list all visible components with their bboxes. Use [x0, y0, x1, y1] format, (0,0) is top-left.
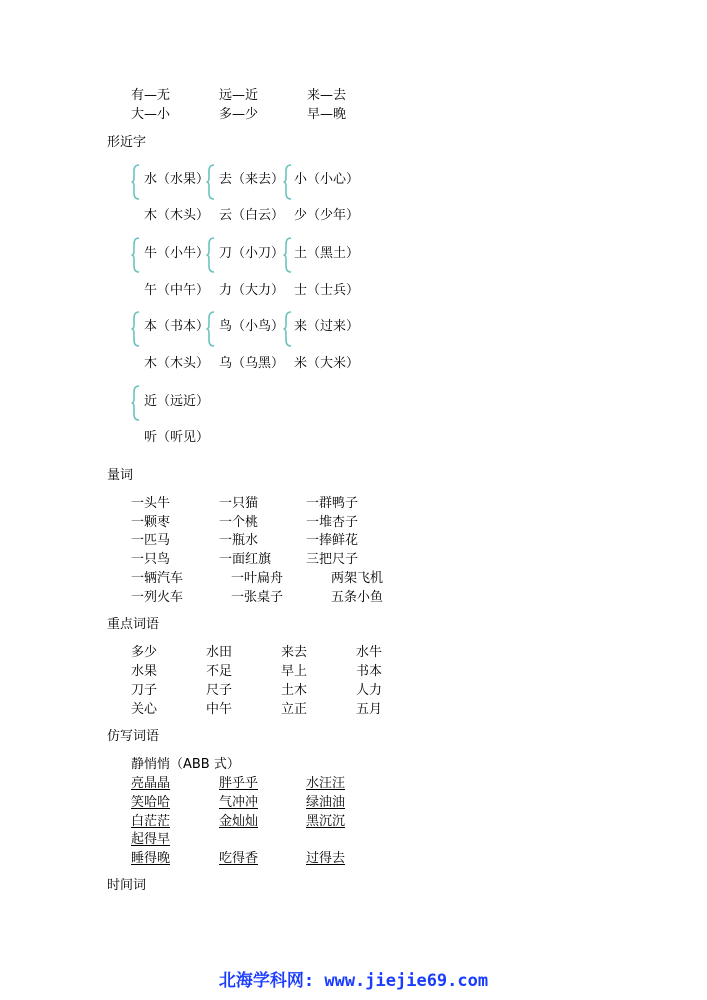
char-pair-bottom: 乌（乌黑） [219, 356, 285, 371]
imitation-word: 白茫茫 [131, 814, 171, 829]
char-pair-bottom: 听（听见） [144, 430, 210, 445]
char-pair-top: 来（过来） [294, 319, 360, 334]
imitation-word: 过得去 [306, 851, 346, 866]
key-word: 关心 [131, 702, 158, 717]
measure-word: 一捧鲜花 [306, 533, 359, 548]
footer-watermark: 北海学科网: www.jiejie69.com [218, 971, 489, 991]
key-word: 来去 [281, 645, 308, 660]
brace-icon [206, 164, 215, 200]
brace-icon [131, 311, 140, 347]
imitation-word: 绿油油 [306, 795, 346, 810]
key-word: 书本 [356, 664, 383, 679]
key-word: 水果 [131, 664, 158, 679]
section-title-liangci: 量词 [107, 468, 134, 483]
imitation-word: 起得早 [131, 832, 171, 847]
imitation-word: 水汪汪 [306, 776, 346, 791]
char-pair-bottom: 力（大力） [219, 283, 285, 298]
brace-icon [131, 237, 140, 273]
key-word: 五月 [356, 702, 383, 717]
imitation-word: 气冲冲 [219, 795, 259, 810]
section-title-zhongdian: 重点词语 [107, 617, 160, 632]
brace-icon [283, 311, 292, 347]
key-word: 多少 [131, 645, 158, 660]
antonym-item: 有—无 [131, 88, 171, 103]
imitation-word: 吃得香 [219, 851, 259, 866]
char-pair-top: 本（书本） [144, 319, 210, 334]
key-word: 早上 [281, 664, 308, 679]
antonym-item: 大—小 [131, 107, 171, 122]
char-pair-bottom: 木（木头） [144, 356, 210, 371]
char-pair-bottom: 云（白云） [219, 208, 285, 223]
measure-word: 一张桌子 [231, 590, 284, 605]
section-title-xingjin: 形近字 [107, 135, 147, 150]
measure-word: 一辆汽车 [131, 571, 184, 586]
measure-word: 一颗枣 [131, 515, 171, 530]
measure-word: 一瓶水 [219, 533, 259, 548]
brace-icon [131, 385, 140, 421]
imitation-word: 黑沉沉 [306, 814, 346, 829]
brace-icon [283, 164, 292, 200]
antonym-item: 远—近 [219, 88, 259, 103]
imitation-word: 金灿灿 [219, 814, 259, 829]
imitation-word: 笑哈哈 [131, 795, 171, 810]
measure-word: 一群鸭子 [306, 496, 359, 511]
measure-word: 一列火车 [131, 590, 184, 605]
imitation-word: 亮晶晶 [131, 776, 171, 791]
section-title-shijian: 时间词 [107, 878, 147, 893]
char-pair-top: 去（来去） [219, 172, 285, 187]
imitation-word: 睡得晚 [131, 851, 171, 866]
key-word: 人力 [356, 683, 383, 698]
char-pair-top: 鸟（小鸟） [219, 319, 285, 334]
key-word: 立正 [281, 702, 308, 717]
char-pair-bottom: 士（士兵） [294, 283, 360, 298]
char-pair-bottom: 少（少年） [294, 208, 360, 223]
char-pair-top: 近（远近） [144, 394, 210, 409]
antonym-item: 来—去 [307, 88, 347, 103]
char-pair-top: 刀（小刀） [219, 246, 285, 261]
char-pair-top: 土（黑土） [294, 246, 360, 261]
brace-icon [206, 311, 215, 347]
measure-word: 一只猫 [219, 496, 259, 511]
key-word: 土木 [281, 683, 308, 698]
key-word: 不足 [206, 664, 233, 679]
brace-icon [206, 237, 215, 273]
key-word: 水田 [206, 645, 233, 660]
brace-icon [283, 237, 292, 273]
measure-word: 一堆杏子 [306, 515, 359, 530]
fangxie-subtitle: 静悄悄（ABB 式） [131, 757, 240, 772]
char-pair-bottom: 木（木头） [144, 208, 210, 223]
char-pair-bottom: 午（中午） [144, 283, 210, 298]
char-pair-top: 小（小心） [294, 172, 360, 187]
key-word: 中午 [206, 702, 233, 717]
measure-word: 一个桃 [219, 515, 259, 530]
measure-word: 一面红旗 [219, 552, 272, 567]
measure-word: 一头牛 [131, 496, 171, 511]
char-pair-top: 水（水果） [144, 172, 210, 187]
measure-word: 五条小鱼 [331, 590, 384, 605]
measure-word: 两架飞机 [331, 571, 384, 586]
measure-word: 一匹马 [131, 533, 171, 548]
measure-word: 三把尺子 [306, 552, 359, 567]
char-pair-top: 牛（小牛） [144, 246, 210, 261]
key-word: 水牛 [356, 645, 383, 660]
measure-word: 一叶扁舟 [231, 571, 284, 586]
antonym-item: 早—晚 [307, 107, 347, 122]
imitation-word: 胖乎乎 [219, 776, 259, 791]
measure-word: 一只鸟 [131, 552, 171, 567]
key-word: 尺子 [206, 683, 233, 698]
char-pair-bottom: 米（大米） [294, 356, 360, 371]
section-title-fangxie: 仿写词语 [107, 729, 160, 744]
antonym-item: 多—少 [219, 107, 259, 122]
brace-icon [131, 164, 140, 200]
key-word: 刀子 [131, 683, 158, 698]
